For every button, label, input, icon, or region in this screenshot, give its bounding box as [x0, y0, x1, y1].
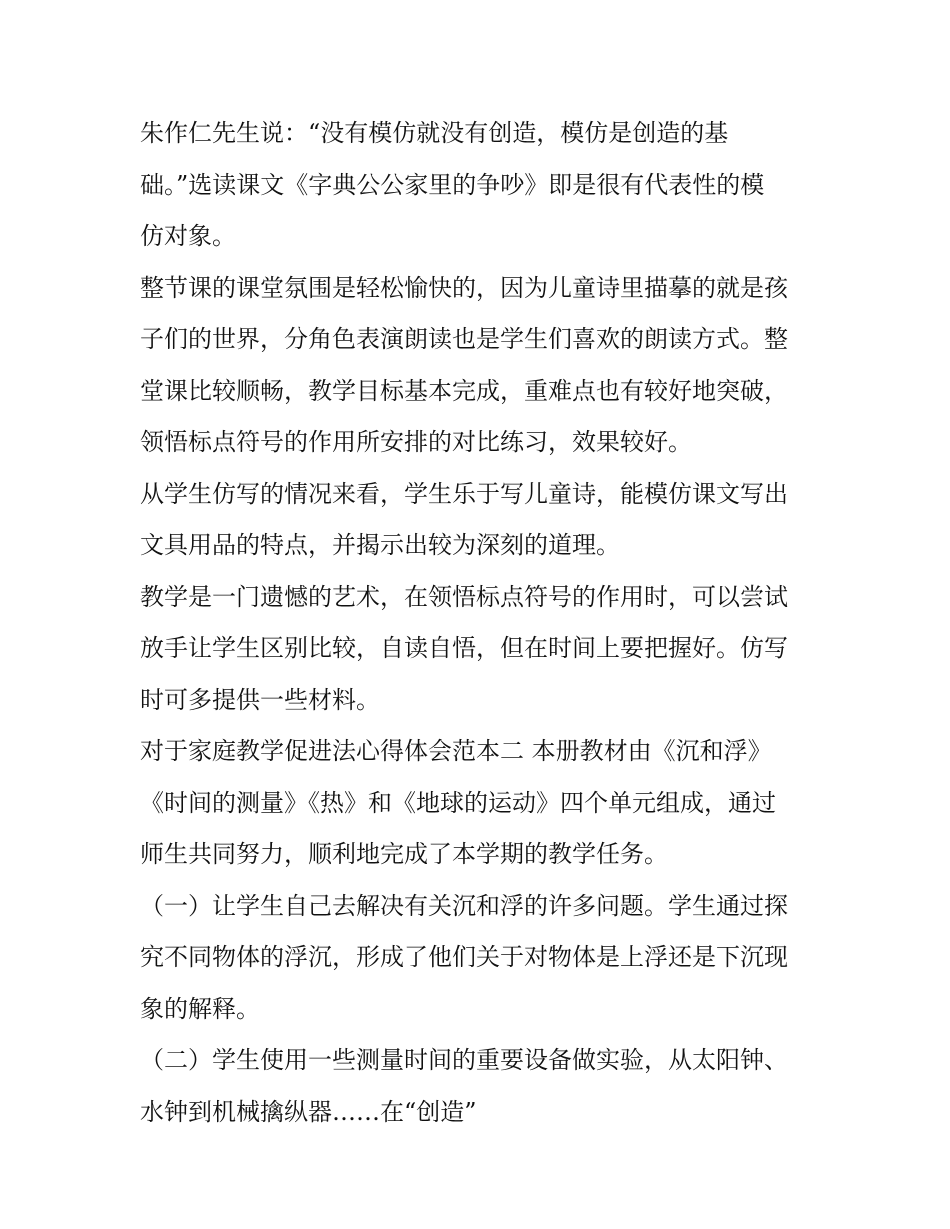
- text-line: 师生共同努力，顺利地完成了本学期的教学任务。: [140, 840, 668, 868]
- text-line: 础。”选读课文《字典公公家里的争吵》即是很有代表性的模: [140, 170, 765, 199]
- text-line: （一）让学生自己去解决有关沉和浮的许多问题。学生通过探: [140, 891, 788, 920]
- text-line: 象的解释。: [140, 994, 260, 1023]
- text-line: 教学是一门遗憾的艺术，在领悟标点符号的作用时，可以尝试: [140, 582, 788, 611]
- text-line: 朱作仁先生说：“没有模仿就没有创造，模仿是创造的基: [140, 119, 729, 147]
- text-line: 仿对象。: [140, 222, 236, 250]
- text-line: 整节课的课堂氛围是轻松愉快的，因为儿童诗里描摹的就是孩: [140, 273, 788, 302]
- text-line: 水钟到机械擒纵器……在“创造”: [140, 1097, 477, 1126]
- text-line: 时可多提供一些材料。: [140, 685, 380, 714]
- text-line: （二）学生使用一些测量时间的重要设备做实验，从太阳钟、: [140, 1046, 788, 1074]
- document-page: [140, 108, 820, 1138]
- text-line: 领悟标点符号的作用所安排的对比练习，效果较好。: [140, 428, 692, 456]
- text-line: 从学生仿写的情况来看，学生乐于写儿童诗，能模仿课文写出: [140, 479, 788, 508]
- text-line: 文具用品的特点，并揭示出较为深刻的道理。: [140, 531, 620, 559]
- text-line: 对于家庭教学促进法心得体会范本二 本册教材由《沉和浮》: [140, 737, 772, 765]
- text-line: 《时间的测量》《热》和《地球的运动》四个单元组成，通过: [140, 788, 776, 817]
- text-line: 究不同物体的浮沉，形成了他们关于对物体是上浮还是下沉现: [140, 943, 788, 971]
- text-line: 堂课比较顺畅，教学目标基本完成，重难点也有较好地突破，: [140, 376, 788, 405]
- text-line: 放手让学生区别比较，自读自悟，但在时间上要把握好。仿写: [140, 634, 788, 662]
- text-line: 子们的世界，分角色表演朗读也是学生们喜欢的朗读方式。整: [140, 325, 788, 353]
